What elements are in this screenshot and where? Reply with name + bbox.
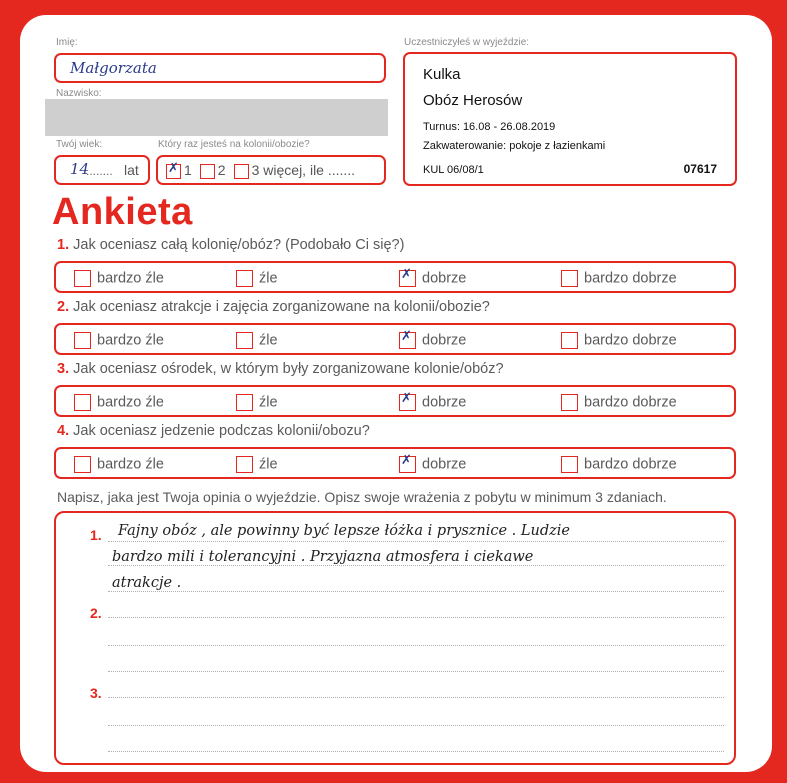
age-field[interactable] — [54, 155, 150, 185]
participant-title: Kulka — [423, 66, 461, 83]
rating-option[interactable] — [74, 456, 164, 473]
opinion-handwriting-line: bardzo mili i tolerancyjni . Przyjazna atmosfera i ciekawe — [112, 549, 534, 565]
rating-checkbox[interactable] — [561, 270, 578, 287]
question-4-text — [57, 423, 370, 439]
age-dots: ........ — [86, 164, 113, 178]
rating-option[interactable] — [236, 456, 278, 473]
rating-checkbox[interactable] — [399, 329, 416, 349]
rating-option[interactable] — [561, 394, 677, 411]
camp-code: KUL 06/08/1 — [423, 164, 484, 176]
rating-label: dobrze — [422, 394, 467, 411]
rating-option[interactable] — [74, 394, 164, 411]
ruled-line — [108, 645, 724, 646]
times-label: Który raz jesteś na kolonii/obozie? — [158, 139, 310, 150]
rating-checkbox[interactable] — [561, 456, 578, 473]
times-option-label: 1 — [184, 162, 192, 178]
opinion-number: 3. — [90, 685, 102, 701]
rating-checkbox[interactable] — [74, 456, 91, 473]
rating-checkbox[interactable] — [236, 456, 253, 473]
rating-label: bardzo źle — [97, 270, 164, 287]
rating-option[interactable] — [74, 270, 164, 287]
check-mark-icon: ✗ — [401, 391, 412, 406]
rating-option[interactable] — [561, 270, 677, 287]
opinion-handwriting-line: atrakcje . — [112, 575, 182, 591]
times-option-label: 3 więcej, ile ....... — [251, 162, 356, 178]
rating-checkbox[interactable] — [74, 270, 91, 287]
age-label: Twój wiek: — [56, 139, 103, 150]
ruled-line — [108, 541, 724, 542]
rating-option[interactable] — [236, 394, 278, 411]
rating-option[interactable] — [399, 391, 467, 411]
question-2-options — [54, 323, 736, 355]
form-sheet — [20, 15, 772, 772]
times-options — [166, 162, 363, 179]
rating-option[interactable] — [236, 270, 278, 287]
rating-label: bardzo źle — [97, 332, 164, 349]
ruled-line — [108, 565, 724, 566]
rating-label: bardzo dobrze — [584, 456, 677, 473]
ruled-line — [108, 671, 724, 672]
age-value: 14 — [70, 160, 90, 178]
ruled-line — [108, 591, 724, 592]
rating-label: dobrze — [422, 456, 467, 473]
ruled-line — [108, 725, 724, 726]
rating-checkbox[interactable] — [399, 453, 416, 473]
rating-label: bardzo źle — [97, 394, 164, 411]
rating-label: bardzo dobrze — [584, 394, 677, 411]
rating-checkbox[interactable] — [561, 332, 578, 349]
rating-checkbox[interactable] — [74, 332, 91, 349]
rating-option[interactable] — [236, 332, 278, 349]
housing: Zakwaterowanie: pokoje z łazienkami — [423, 140, 606, 152]
rating-label: źle — [259, 456, 278, 473]
question-label: Jak oceniasz jedzenie podczas kolonii/obozu? — [73, 423, 370, 439]
opinion-prompt: Napisz, jaka jest Twoja opinia o wyjeździe. Opisz swoje wrażenia z pobytu w minimum 3 zdaniach. — [57, 489, 667, 505]
form-number: 07617 — [683, 162, 717, 176]
participant-label: Uczestniczyłeś w wyjeździe: — [404, 37, 530, 48]
rating-label: dobrze — [422, 332, 467, 349]
rating-label: bardzo dobrze — [584, 332, 677, 349]
opinion-number: 1. — [90, 527, 102, 543]
rating-label: bardzo dobrze — [584, 270, 677, 287]
camp-name: Obóz Herosów — [423, 92, 523, 109]
rating-option[interactable] — [399, 329, 467, 349]
question-3-options — [54, 385, 736, 417]
rating-option[interactable] — [399, 267, 467, 287]
rating-label: dobrze — [422, 270, 467, 287]
rating-option[interactable] — [399, 453, 467, 473]
opinion-number: 2. — [90, 605, 102, 621]
turnus: Turnus: 16.08 - 26.08.2019 — [423, 121, 556, 133]
check-mark-icon: ✗ — [401, 453, 412, 468]
rating-checkbox[interactable] — [399, 391, 416, 411]
question-label: Jak oceniasz atrakcje i zajęcia zorganizowane na kolonii/obozie? — [73, 299, 490, 315]
question-1-text — [57, 237, 404, 253]
times-field[interactable] — [156, 155, 386, 185]
times-checkbox-3[interactable] — [234, 164, 249, 179]
check-mark-icon: ✗ — [401, 267, 412, 282]
question-2-text — [57, 299, 490, 315]
question-number: 3. — [57, 361, 74, 377]
question-1-options — [54, 261, 736, 293]
surname-label: Nazwisko: — [56, 88, 102, 99]
question-3-text — [57, 361, 504, 377]
rating-label: źle — [259, 332, 278, 349]
ruled-line — [108, 617, 724, 618]
check-mark-icon: ✗ — [401, 329, 412, 344]
rating-option[interactable] — [561, 332, 677, 349]
name-field[interactable] — [54, 53, 386, 83]
times-option-label: 2 — [217, 162, 226, 178]
rating-checkbox[interactable] — [236, 394, 253, 411]
rating-checkbox[interactable] — [399, 267, 416, 287]
question-label: Jak oceniasz całą kolonię/obóz? (Podobało Ci się?) — [73, 237, 405, 253]
rating-checkbox[interactable] — [561, 394, 578, 411]
question-number: 1. — [57, 237, 74, 253]
rating-option[interactable] — [74, 332, 164, 349]
rating-option[interactable] — [561, 456, 677, 473]
rating-label: bardzo źle — [97, 456, 164, 473]
rating-label: źle — [259, 270, 278, 287]
question-number: 2. — [57, 299, 74, 315]
question-number: 4. — [57, 423, 74, 439]
ruled-line — [108, 751, 724, 752]
surname-redaction — [45, 99, 388, 136]
ruled-line — [108, 697, 724, 698]
rating-checkbox[interactable] — [74, 394, 91, 411]
times-checkbox-2[interactable] — [200, 164, 215, 179]
question-label: Jak oceniasz ośrodek, w którym były zorganizowane kolonie/obóz? — [73, 361, 504, 377]
name-label: Imię: — [56, 37, 78, 48]
opinion-handwriting-line: Fajny obóz , ale powinny być lepsze łóżka i prysznice . Ludzie — [118, 523, 571, 539]
rating-checkbox[interactable] — [236, 332, 253, 349]
age-unit: lat — [124, 162, 139, 178]
question-4-options — [54, 447, 736, 479]
opinion-box[interactable] — [54, 511, 736, 765]
survey-title: Ankieta — [52, 191, 193, 233]
times-checkbox-1[interactable] — [166, 160, 181, 179]
rating-label: źle — [259, 394, 278, 411]
name-value: Małgorzata — [70, 59, 157, 77]
participant-card — [403, 52, 737, 186]
check-mark-icon: ✗ — [168, 160, 179, 176]
rating-checkbox[interactable] — [236, 270, 253, 287]
